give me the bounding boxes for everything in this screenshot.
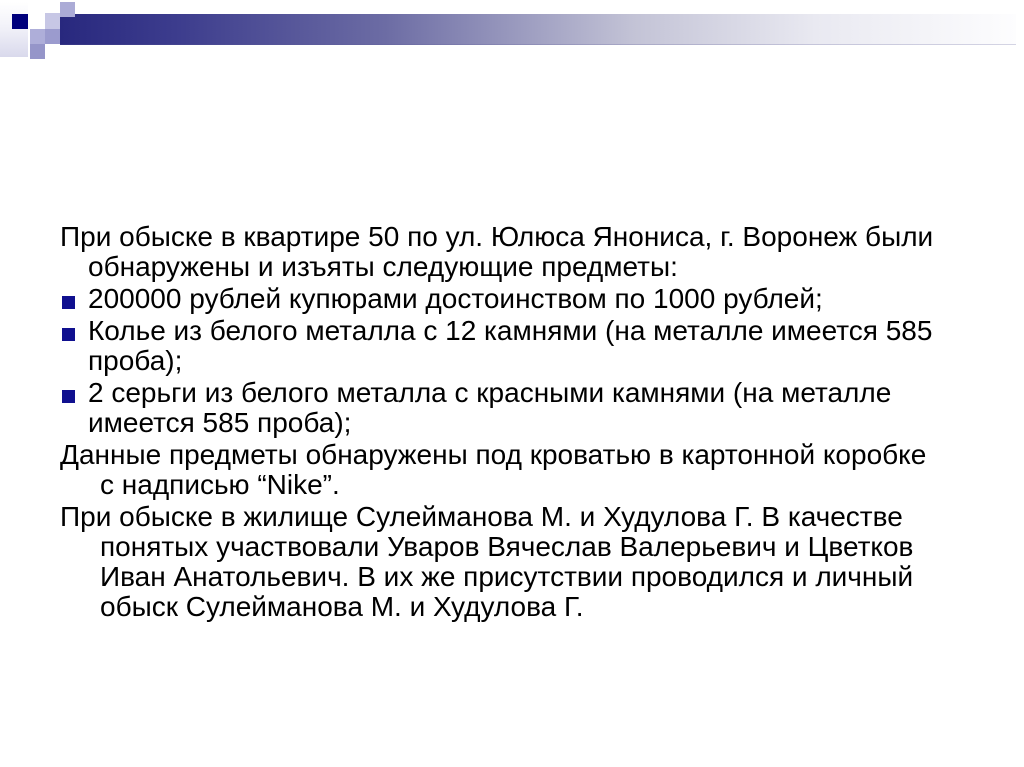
paragraph <box>60 502 990 622</box>
bullet-square-icon <box>62 328 75 341</box>
slide-text-block <box>60 222 990 624</box>
text-line: обнаружены и изъяты следующие предметы: <box>88 251 678 282</box>
title-bar-decoration <box>60 14 1016 45</box>
text-line: имеется 585 проба); <box>88 407 352 438</box>
text-line: 2 серьги из белого металла с красными камнями (на металле <box>88 377 892 408</box>
decor-square-navy <box>12 14 28 29</box>
paragraph <box>60 440 990 500</box>
bullet-list-item <box>60 284 990 314</box>
bullet-list-item <box>60 378 990 438</box>
decor-square-top-lavender <box>60 2 75 17</box>
bullet-square-icon <box>62 296 75 309</box>
text-line: Данные предметы обнаружены под кроватью в картонной коробке <box>60 439 927 470</box>
paragraph <box>60 222 990 282</box>
bullet-square-icon <box>62 390 75 403</box>
text-line: Колье из белого металла с 12 камнями (на металле имеется 585 <box>88 315 933 346</box>
text-line: При обыске в жилище Сулейманова М. и Худулова Г. В качестве <box>60 501 903 532</box>
text-line: 200000 рублей купюрами достоинством по 1000 рублей; <box>88 283 823 314</box>
bullet-list-item <box>60 316 990 376</box>
text-line: проба); <box>88 345 183 376</box>
decor-square-mid <box>45 29 60 44</box>
text-line: При обыске в квартире 50 по ул. Юлюса Янониса, г. Воронеж были <box>60 221 934 252</box>
text-line: понятых участвовали Уваров Вячеслав Валерьевич и Цветков <box>100 531 914 562</box>
decor-square-mid-light <box>30 29 45 44</box>
decor-square-lower <box>30 44 45 59</box>
text-line: с надписью “Nike”. <box>100 469 340 500</box>
text-line: Иван Анатольевич. В их же присутствии проводился и личный <box>100 561 914 592</box>
text-line: обыск Сулейманова М. и Худулова Г. <box>100 591 584 622</box>
decor-square-pale-lavender <box>45 13 60 29</box>
corner-gradient-block <box>0 2 28 57</box>
